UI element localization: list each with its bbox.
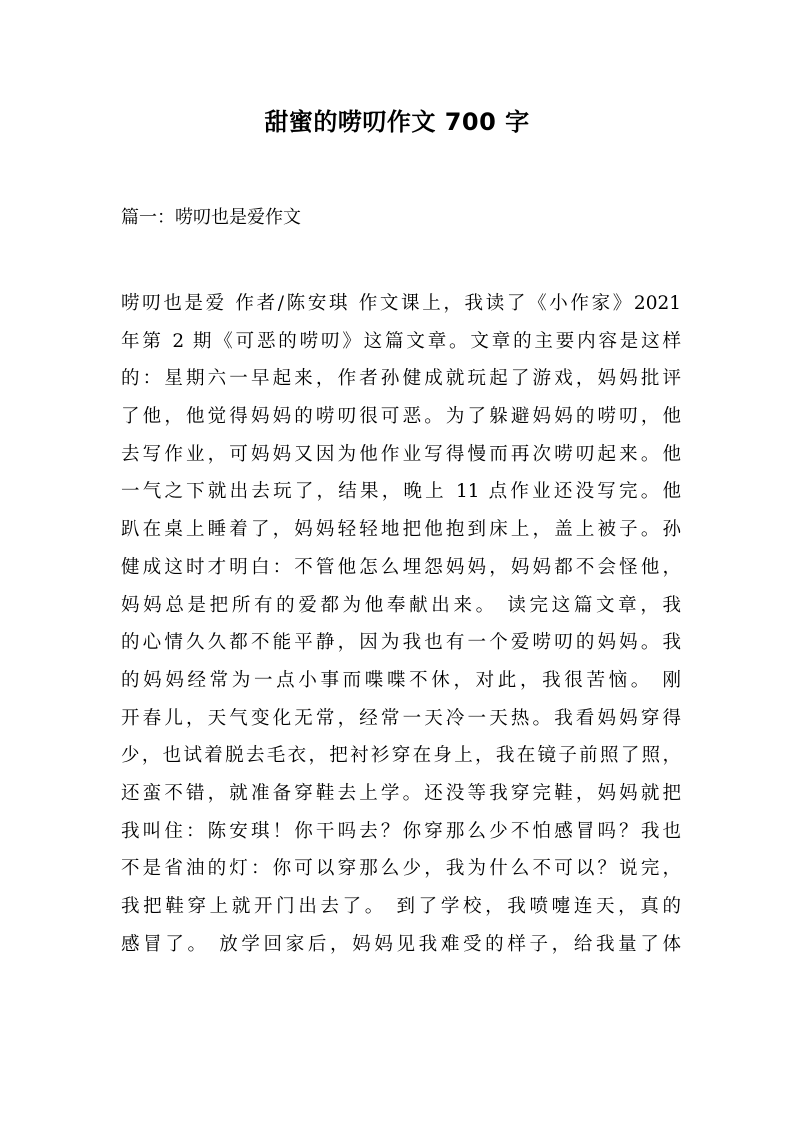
body-line: 开春儿，天气变化无常，经常一天冷一天热。我看妈妈穿得 bbox=[121, 707, 681, 729]
body-text bbox=[121, 285, 681, 963]
body-line: 还蛮不错，就准备穿鞋去上学。还没等我穿完鞋，妈妈就把 bbox=[121, 782, 681, 804]
document-title: 甜蜜的唠叨作文 700 字 bbox=[264, 108, 530, 136]
body-line: 不是省油的灯：你可以穿那么少，我为什么不可以？说完， bbox=[121, 858, 681, 880]
body-line: 我叫住：陈安琪！你干吗去？你穿那么少不怕感冒吗？我也 bbox=[121, 820, 681, 842]
body-line: 的心情久久都不能平静，因为我也有一个爱唠叨的妈妈。我 bbox=[121, 632, 681, 654]
body-line: 妈妈总是把所有的爱都为他奉献出来。 读完这篇文章，我 bbox=[121, 594, 681, 616]
body-line: 的妈妈经常为一点小事而喋喋不休，对此，我很苦恼。 刚 bbox=[121, 669, 681, 691]
body-line: 感冒了。 放学回家后，妈妈见我难受的样子，给我量了体 bbox=[121, 933, 681, 955]
body-line: 我把鞋穿上就开门出去了。 到了学校，我喷嚏连天，真的 bbox=[121, 896, 681, 917]
body-line: 唠叨也是爱 作者/陈安琪 作文课上，我读了《小作家》2021 bbox=[121, 293, 681, 314]
section-heading: 篇一：唠叨也是爱作文 bbox=[121, 207, 301, 228]
body-line: 一气之下就出去玩了，结果，晚上 11 点作业还没写完。他 bbox=[121, 481, 681, 503]
body-line: 的：星期六一早起来，作者孙健成就玩起了游戏，妈妈批评 bbox=[121, 368, 681, 390]
body-line: 健成这时才明白：不管他怎么埋怨妈妈，妈妈都不会怪他， bbox=[121, 556, 681, 578]
body-line: 年第 2 期《可恶的唠叨》这篇文章。文章的主要内容是这样 bbox=[121, 330, 681, 352]
body-line: 了他，他觉得妈妈的唠叨很可恶。为了躲避妈妈的唠叨，他 bbox=[121, 406, 681, 428]
body-line: 少，也试着脱去毛衣，把衬衫穿在身上，我在镜子前照了照， bbox=[121, 745, 681, 767]
body-line: 去写作业，可妈妈又因为他作业写得慢而再次唠叨起来。他 bbox=[121, 443, 681, 465]
body-line: 趴在桌上睡着了，妈妈轻轻地把他抱到床上，盖上被子。孙 bbox=[121, 519, 681, 541]
